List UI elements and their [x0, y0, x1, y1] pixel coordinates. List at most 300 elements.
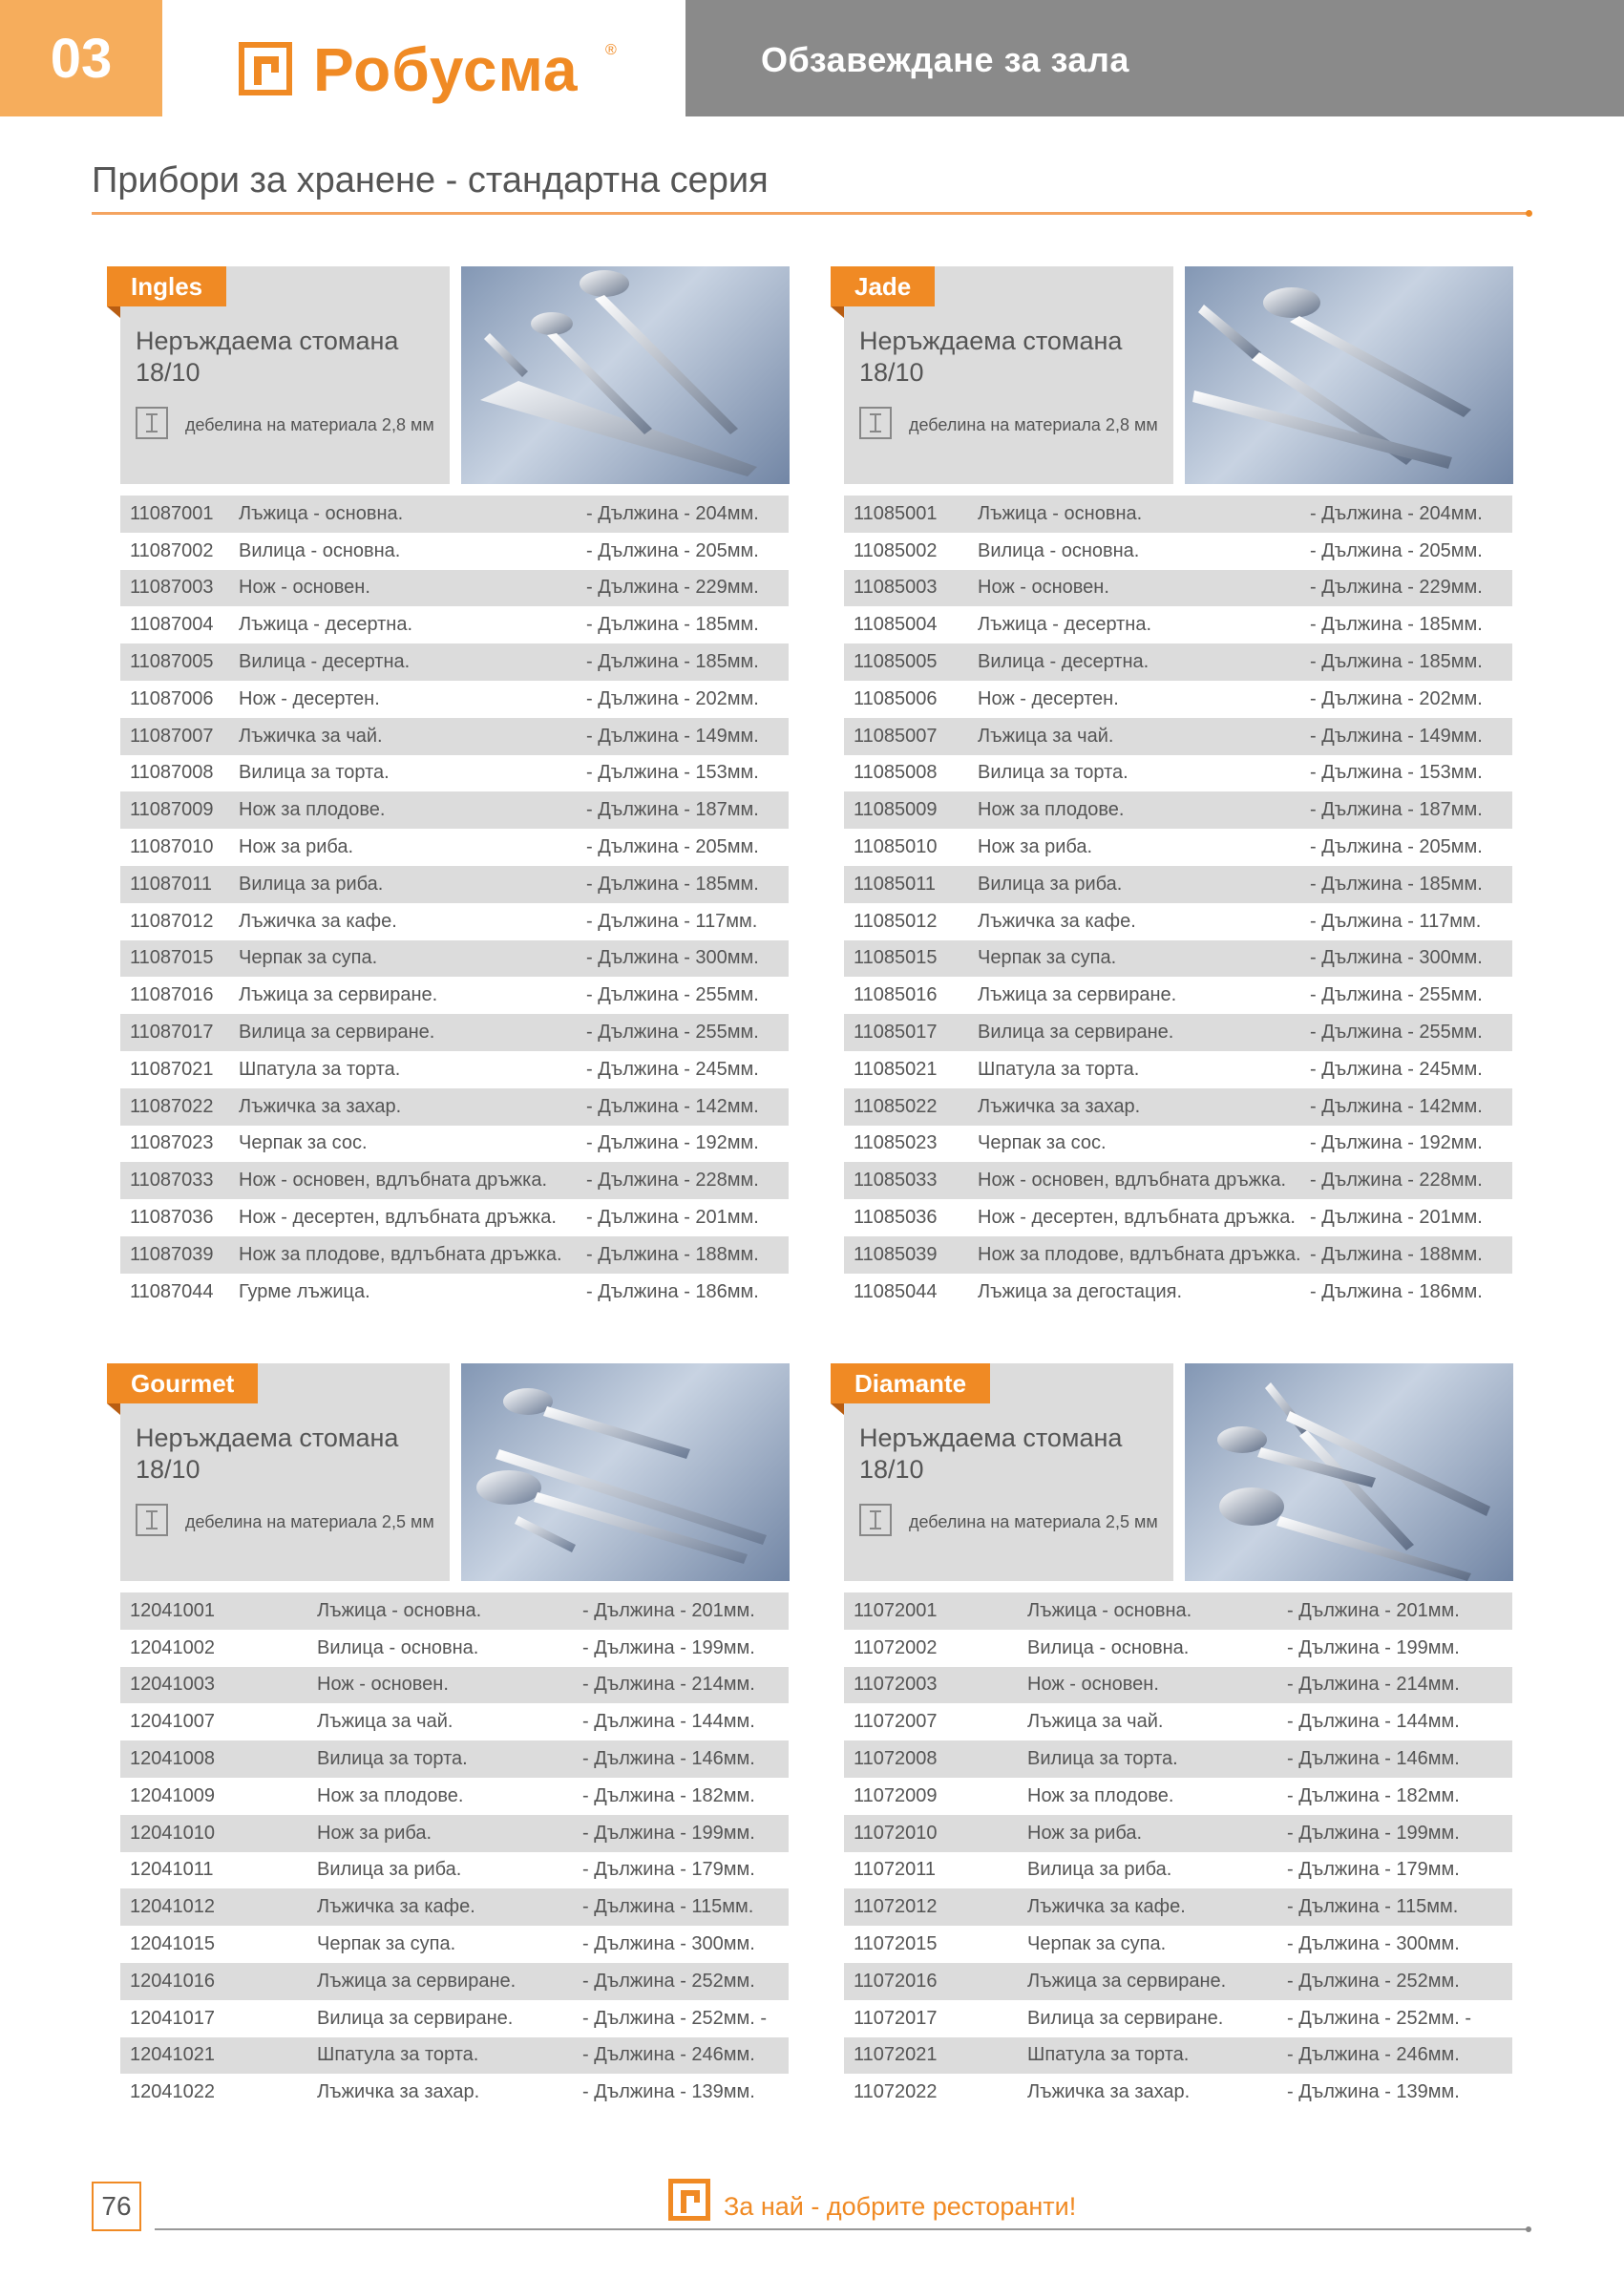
- product-code: 11087001: [130, 502, 214, 524]
- product-length: - Дължина - 185мм.: [586, 614, 759, 636]
- product-name: Черпак за супа.: [978, 947, 1117, 969]
- product-code: 11087002: [130, 539, 214, 561]
- table-row: [120, 1778, 789, 1815]
- series-info-card: [844, 1363, 1173, 1581]
- table-row: [120, 1740, 789, 1778]
- product-length: - Дължина - 117мм.: [586, 910, 758, 932]
- table-row: [120, 1963, 789, 2000]
- product-code: 11072022: [854, 2081, 938, 2103]
- product-code: 12041007: [130, 1711, 215, 1733]
- product-name: Лъжица - десертна.: [239, 614, 413, 636]
- product-code: 11087017: [130, 1022, 214, 1044]
- series-info-card: [844, 266, 1173, 484]
- product-code: 11085021: [854, 1058, 938, 1080]
- product-length: - Дължина - 252мм. -: [582, 2007, 768, 2029]
- product-name: Вилица за сервиране.: [1027, 2007, 1224, 2029]
- product-code: 11087039: [130, 1243, 214, 1265]
- table-row: [844, 1703, 1512, 1740]
- product-code: 11085007: [854, 725, 938, 747]
- thickness-icon: [859, 1504, 892, 1536]
- product-code: 12041003: [130, 1674, 215, 1696]
- table-row: [844, 977, 1512, 1014]
- product-name: Лъжичка за кафе.: [239, 910, 397, 932]
- product-name: Лъжичка за захар.: [1027, 2081, 1191, 2103]
- table-row: [844, 866, 1512, 903]
- table-row: [844, 2074, 1512, 2111]
- footer-divider: [155, 2228, 1529, 2230]
- product-code: 11085023: [854, 1132, 938, 1154]
- product-length: - Дължина - 185мм.: [1310, 873, 1483, 895]
- product-length: - Дължина - 255мм.: [586, 1022, 759, 1044]
- product-length: - Дължина - 182мм.: [1287, 1784, 1460, 1806]
- table-row: [120, 1926, 789, 1963]
- product-length: - Дължина - 300мм.: [1287, 1933, 1460, 1955]
- product-length: - Дължина - 144мм.: [582, 1711, 755, 1733]
- product-name: Нож - основен.: [978, 577, 1109, 599]
- table-row: [844, 1667, 1512, 1704]
- product-name: Лъжица - основна.: [978, 502, 1143, 524]
- series-name-tab: Gourmet: [107, 1363, 258, 1403]
- product-length: - Дължина - 187мм.: [586, 799, 759, 821]
- product-length: - Дължина - 117мм.: [1310, 910, 1482, 932]
- product-name: Нож за плодове.: [978, 799, 1125, 821]
- product-code: 11085005: [854, 651, 938, 673]
- product-code: 11085016: [854, 984, 938, 1006]
- product-code: 11087008: [130, 762, 214, 784]
- table-row: [844, 533, 1512, 570]
- footer-slogan: За най - добрите ресторанти!: [724, 2192, 1077, 2221]
- series-tab-fold: [107, 306, 120, 318]
- product-length: - Дължина - 204мм.: [586, 502, 759, 524]
- product-code: 11087036: [130, 1207, 214, 1229]
- product-name: Шпатула за торта.: [317, 2044, 479, 2066]
- table-row: [120, 606, 789, 643]
- product-length: - Дължина - 228мм.: [586, 1170, 759, 1192]
- product-code: 11072016: [854, 1970, 938, 1992]
- product-length: - Дължина - 300мм.: [582, 1933, 755, 1955]
- product-length: - Дължина - 252мм.: [582, 1970, 755, 1992]
- product-code: 12041017: [130, 2007, 215, 2029]
- product-name: Вилица за риба.: [317, 1859, 462, 1881]
- table-row: [844, 829, 1512, 866]
- product-length: - Дължина - 199мм.: [582, 1822, 755, 1844]
- footer-divider-dot: [1526, 2226, 1531, 2232]
- product-length: - Дължина - 229мм.: [1310, 577, 1483, 599]
- product-length: - Дължина - 214мм.: [582, 1674, 755, 1696]
- product-code: 12041001: [130, 1599, 215, 1621]
- footer-logo-icon: [668, 2179, 710, 2221]
- table-row: [844, 606, 1512, 643]
- product-name: Нож за риба.: [1027, 1822, 1143, 1844]
- table-row: [844, 1926, 1512, 1963]
- product-code: 11072007: [854, 1711, 938, 1733]
- series-name-tab: Diamante: [831, 1363, 990, 1403]
- product-name: Нож - десертен.: [239, 687, 380, 709]
- table-row: [120, 1014, 789, 1051]
- product-name: Вилица - основна.: [317, 1636, 479, 1658]
- product-name: Нож - десертен, вдлъбната дръжка.: [978, 1207, 1296, 1229]
- product-code: 11072017: [854, 2007, 938, 2029]
- product-name: Лъжица за дегостация.: [978, 1280, 1183, 1302]
- product-name: Лъжица за сервиране.: [1027, 1970, 1227, 1992]
- product-length: - Дължина - 186мм.: [1310, 1280, 1483, 1302]
- product-length: - Дължина - 144мм.: [1287, 1711, 1460, 1733]
- section-number: 03: [0, 0, 162, 116]
- table-row: [844, 1014, 1512, 1051]
- product-code: 11085003: [854, 577, 938, 599]
- product-code: 11072001: [854, 1599, 938, 1621]
- table-row: [844, 755, 1512, 792]
- product-code: 11085004: [854, 614, 938, 636]
- table-row: [844, 1592, 1512, 1630]
- product-code: 11085009: [854, 799, 938, 821]
- product-name: Шпатула за торта.: [239, 1058, 401, 1080]
- table-row: [120, 496, 789, 533]
- product-code: 11087012: [130, 910, 214, 932]
- cutlery-photo: [461, 266, 790, 484]
- product-name: Лъжичка за чай.: [239, 725, 383, 747]
- product-code: 11087044: [130, 1280, 214, 1302]
- product-code: 11087006: [130, 687, 214, 709]
- product-length: - Дължина - 255мм.: [586, 984, 759, 1006]
- product-code: 11085015: [854, 947, 938, 969]
- product-length: - Дължина - 182мм.: [582, 1784, 755, 1806]
- table-row: [120, 643, 789, 681]
- product-code: 12041008: [130, 1748, 215, 1770]
- table-row: [120, 533, 789, 570]
- table-row: [844, 1778, 1512, 1815]
- table-row: [844, 1630, 1512, 1667]
- product-length: - Дължина - 252мм. -: [1287, 2007, 1472, 2029]
- product-length: - Дължина - 255мм.: [1310, 1022, 1483, 1044]
- table-row: [844, 1963, 1512, 2000]
- product-length: - Дължина - 149мм.: [586, 725, 759, 747]
- product-table: [120, 1592, 789, 2111]
- product-length: - Дължина - 115мм.: [582, 1896, 754, 1918]
- product-code: 11085039: [854, 1243, 938, 1265]
- product-code: 11087015: [130, 947, 214, 969]
- series-tab-fold: [831, 1403, 844, 1415]
- product-length: - Дължина - 229мм.: [586, 577, 759, 599]
- product-code: 11085036: [854, 1207, 938, 1229]
- page-title: Прибори за хранене - стандартна серия: [92, 160, 769, 200]
- material-label: Неръждаема стомана 18/10: [136, 1424, 399, 1484]
- product-name: Вилица за риба.: [978, 873, 1123, 895]
- product-table: [844, 1592, 1512, 2111]
- table-row: [120, 718, 789, 755]
- product-name: Лъжичка за кафе.: [978, 910, 1136, 932]
- table-row: [120, 1815, 789, 1852]
- product-name: Вилица - десертна.: [978, 651, 1149, 673]
- thickness-icon: [859, 407, 892, 439]
- product-name: Лъжица - основна.: [239, 502, 404, 524]
- product-name: Лъжица за чай.: [317, 1711, 453, 1733]
- product-length: - Дължина - 186мм.: [586, 1280, 759, 1302]
- product-length: - Дължина - 245мм.: [1310, 1058, 1483, 1080]
- product-code: 11072002: [854, 1636, 938, 1658]
- product-length: - Дължина - 188мм.: [586, 1243, 759, 1265]
- product-name: Нож - основен, вдлъбната дръжка.: [239, 1170, 548, 1192]
- product-length: - Дължина - 139мм.: [1287, 2081, 1460, 2103]
- table-row: [844, 1088, 1512, 1126]
- product-name: Шпатула за торта.: [978, 1058, 1140, 1080]
- cutlery-photo: [461, 1363, 790, 1581]
- product-name: Нож - основен.: [239, 577, 370, 599]
- product-name: Черпак за сос.: [239, 1132, 368, 1154]
- series-name-tab: Ingles: [107, 266, 226, 306]
- product-table: [844, 496, 1512, 1311]
- product-length: - Дължина - 201мм.: [582, 1599, 755, 1621]
- product-name: Нож за плодове, вдлъбната дръжка.: [978, 1243, 1301, 1265]
- product-code: 11072008: [854, 1748, 938, 1770]
- table-row: [120, 1162, 789, 1199]
- product-length: - Дължина - 202мм.: [586, 687, 759, 709]
- product-length: - Дължина - 205мм.: [586, 539, 759, 561]
- product-length: - Дължина - 115мм.: [1287, 1896, 1459, 1918]
- table-row: [120, 1088, 789, 1126]
- product-code: 12041002: [130, 1636, 215, 1658]
- product-name: Лъжица - десертна.: [978, 614, 1152, 636]
- product-code: 11087005: [130, 651, 214, 673]
- table-row: [120, 1703, 789, 1740]
- product-code: 11072009: [854, 1784, 938, 1806]
- product-name: Нож - десертен.: [978, 687, 1119, 709]
- material-label: Неръждаема стомана 18/10: [859, 1424, 1123, 1484]
- series-tab-fold: [107, 1403, 120, 1415]
- product-name: Черпак за супа.: [317, 1933, 456, 1955]
- table-row: [120, 940, 789, 978]
- table-row: [844, 1815, 1512, 1852]
- table-row: [120, 1852, 789, 1889]
- table-row: [844, 570, 1512, 607]
- product-code: 12041022: [130, 2081, 215, 2103]
- product-name: Лъжичка за кафе.: [1027, 1896, 1186, 1918]
- product-name: Вилица - десертна.: [239, 651, 411, 673]
- product-name: Нож за плодове.: [239, 799, 386, 821]
- product-length: - Дължина - 300мм.: [586, 947, 759, 969]
- product-length: - Дължина - 205мм.: [1310, 836, 1483, 858]
- product-length: - Дължина - 192мм.: [1310, 1132, 1483, 1154]
- product-code: 11085044: [854, 1280, 938, 1302]
- product-length: - Дължина - 201мм.: [1287, 1599, 1460, 1621]
- table-row: [120, 1236, 789, 1274]
- product-name: Шпатула за торта.: [1027, 2044, 1190, 2066]
- product-length: - Дължина - 205мм.: [1310, 539, 1483, 561]
- table-row: [844, 903, 1512, 940]
- product-code: 11087003: [130, 577, 214, 599]
- product-code: 11072015: [854, 1933, 938, 1955]
- product-code: 11085033: [854, 1170, 938, 1192]
- product-length: - Дължина - 199мм.: [1287, 1636, 1460, 1658]
- product-code: 11087009: [130, 799, 214, 821]
- product-name: Нож - основен.: [1027, 1674, 1159, 1696]
- table-row: [844, 2037, 1512, 2075]
- product-name: Нож за риба.: [978, 836, 1093, 858]
- product-length: - Дължина - 199мм.: [1287, 1822, 1460, 1844]
- product-length: - Дължина - 201мм.: [586, 1207, 759, 1229]
- product-name: Нож - основен, вдлъбната дръжка.: [978, 1170, 1287, 1192]
- product-code: 11085008: [854, 762, 938, 784]
- product-length: - Дължина - 142мм.: [1310, 1095, 1483, 1117]
- product-code: 11072011: [854, 1859, 937, 1881]
- table-row: [120, 1051, 789, 1088]
- product-length: - Дължина - 255мм.: [1310, 984, 1483, 1006]
- table-row: [844, 718, 1512, 755]
- table-row: [844, 1852, 1512, 1889]
- cutlery-photo: [1185, 1363, 1513, 1581]
- cutlery-photo: [1185, 266, 1513, 484]
- product-code: 11085012: [854, 910, 938, 932]
- product-length: - Дължина - 204мм.: [1310, 502, 1483, 524]
- product-name: Лъжичка за захар.: [317, 2081, 480, 2103]
- product-name: Вилица за торта.: [1027, 1748, 1178, 1770]
- product-length: - Дължина - 187мм.: [1310, 799, 1483, 821]
- product-name: Вилица за сервиране.: [239, 1022, 435, 1044]
- table-row: [844, 940, 1512, 978]
- table-row: [844, 681, 1512, 718]
- table-row: [844, 1051, 1512, 1088]
- series-tab-fold: [831, 306, 844, 318]
- product-length: - Дължина - 153мм.: [586, 762, 759, 784]
- table-row: [120, 1126, 789, 1163]
- thickness-label: дебелина на материала 2,5 мм: [909, 1512, 1158, 1531]
- product-code: 11087022: [130, 1095, 214, 1117]
- product-name: Вилица за риба.: [1027, 1859, 1172, 1881]
- table-row: [120, 903, 789, 940]
- page-number: 76: [92, 2182, 141, 2231]
- product-name: Лъжица за сервиране.: [317, 1970, 517, 1992]
- series-info-card: [120, 266, 450, 484]
- product-length: - Дължина - 245мм.: [586, 1058, 759, 1080]
- section-title: Обзавеждане за зала: [761, 40, 1129, 79]
- product-code: 11085022: [854, 1095, 938, 1117]
- product-code: 11085010: [854, 836, 938, 858]
- product-length: - Дължина - 153мм.: [1310, 762, 1483, 784]
- product-name: Лъжичка за кафе.: [317, 1896, 475, 1918]
- table-row: [120, 570, 789, 607]
- product-name: Нож за риба.: [239, 836, 354, 858]
- product-name: Вилица за торта.: [239, 762, 390, 784]
- thickness-icon: [136, 1504, 168, 1536]
- product-length: - Дължина - 205мм.: [586, 836, 759, 858]
- product-name: Лъжица - основна.: [1027, 1599, 1192, 1621]
- product-name: Нож - основен.: [317, 1674, 449, 1696]
- table-row: [844, 1740, 1512, 1778]
- product-length: - Дължина - 228мм.: [1310, 1170, 1483, 1192]
- table-row: [844, 1126, 1512, 1163]
- thickness-label: дебелина на материала 2,5 мм: [185, 1512, 434, 1531]
- product-length: - Дължина - 146мм.: [1287, 1748, 1460, 1770]
- product-name: Вилица за сервиране.: [317, 2007, 514, 2029]
- table-row: [120, 1888, 789, 1926]
- brand-registered-mark: ®: [605, 42, 617, 58]
- product-length: - Дължина - 201мм.: [1310, 1207, 1483, 1229]
- product-name: Лъжица за чай.: [978, 725, 1114, 747]
- product-code: 11072012: [854, 1896, 938, 1918]
- table-row: [120, 755, 789, 792]
- brand-logo-icon: [239, 42, 292, 95]
- table-row: [844, 2000, 1512, 2037]
- product-name: Черпак за супа.: [1027, 1933, 1167, 1955]
- table-row: [844, 1162, 1512, 1199]
- table-row: [844, 791, 1512, 829]
- product-code: 12041021: [130, 2044, 215, 2066]
- product-code: 12041009: [130, 1784, 215, 1806]
- product-name: Вилица - основна.: [239, 539, 401, 561]
- product-name: Лъжица за чай.: [1027, 1711, 1164, 1733]
- product-length: - Дължина - 246мм.: [1287, 2044, 1460, 2066]
- product-length: - Дължина - 142мм.: [586, 1095, 759, 1117]
- product-name: Лъжица за сервиране.: [978, 984, 1177, 1006]
- thickness-label: дебелина на материала 2,8 мм: [909, 415, 1158, 434]
- table-row: [120, 2000, 789, 2037]
- product-code: 11085006: [854, 687, 938, 709]
- product-length: - Дължина - 185мм.: [1310, 614, 1483, 636]
- product-length: - Дължина - 146мм.: [582, 1748, 755, 1770]
- product-name: Лъжица - основна.: [317, 1599, 482, 1621]
- table-row: [844, 496, 1512, 533]
- material-label: Неръждаема стомана 18/10: [859, 327, 1123, 387]
- product-name: Нож за плодове, вдлъбната дръжка.: [239, 1243, 562, 1265]
- product-length: - Дължина - 188мм.: [1310, 1243, 1483, 1265]
- product-length: - Дължина - 149мм.: [1310, 725, 1483, 747]
- table-row: [844, 1199, 1512, 1236]
- product-length: - Дължина - 185мм.: [1310, 651, 1483, 673]
- table-row: [120, 977, 789, 1014]
- material-label: Неръждаема стомана 18/10: [136, 327, 399, 387]
- product-length: - Дължина - 214мм.: [1287, 1674, 1460, 1696]
- product-length: - Дължина - 192мм.: [586, 1132, 759, 1154]
- product-code: 12041011: [130, 1859, 214, 1881]
- product-name: Вилица за риба.: [239, 873, 384, 895]
- product-code: 11072010: [854, 1822, 938, 1844]
- product-length: - Дължина - 139мм.: [582, 2081, 755, 2103]
- product-name: Лъжичка за захар.: [978, 1095, 1141, 1117]
- product-code: 11087016: [130, 984, 214, 1006]
- product-code: 11085017: [854, 1022, 938, 1044]
- product-code: 11087023: [130, 1132, 214, 1154]
- product-code: 11072021: [854, 2044, 938, 2066]
- product-code: 11087004: [130, 614, 214, 636]
- product-length: - Дължина - 185мм.: [586, 651, 759, 673]
- product-length: - Дължина - 179мм.: [1287, 1859, 1460, 1881]
- product-length: - Дължина - 185мм.: [586, 873, 759, 895]
- product-name: Черпак за сос.: [978, 1132, 1107, 1154]
- product-code: 11085002: [854, 539, 938, 561]
- product-name: Нож за плодове.: [317, 1784, 464, 1806]
- table-row: [120, 2074, 789, 2111]
- table-row: [120, 1667, 789, 1704]
- product-code: 11085011: [854, 873, 937, 895]
- brand-name: Робусма: [313, 35, 579, 104]
- table-row: [120, 1199, 789, 1236]
- product-name: Вилица за торта.: [317, 1748, 468, 1770]
- product-code: 12041015: [130, 1933, 215, 1955]
- table-row: [120, 2037, 789, 2075]
- product-name: Вилица за торта.: [978, 762, 1128, 784]
- product-length: - Дължина - 246мм.: [582, 2044, 755, 2066]
- product-name: Вилица за сервиране.: [978, 1022, 1174, 1044]
- product-code: 12041010: [130, 1822, 215, 1844]
- table-row: [844, 1274, 1512, 1311]
- product-code: 11087010: [130, 836, 214, 858]
- product-code: 11087007: [130, 725, 214, 747]
- table-row: [120, 791, 789, 829]
- product-name: Нож за риба.: [317, 1822, 432, 1844]
- table-row: [120, 1630, 789, 1667]
- table-row: [844, 1236, 1512, 1274]
- product-code: 11085001: [854, 502, 938, 524]
